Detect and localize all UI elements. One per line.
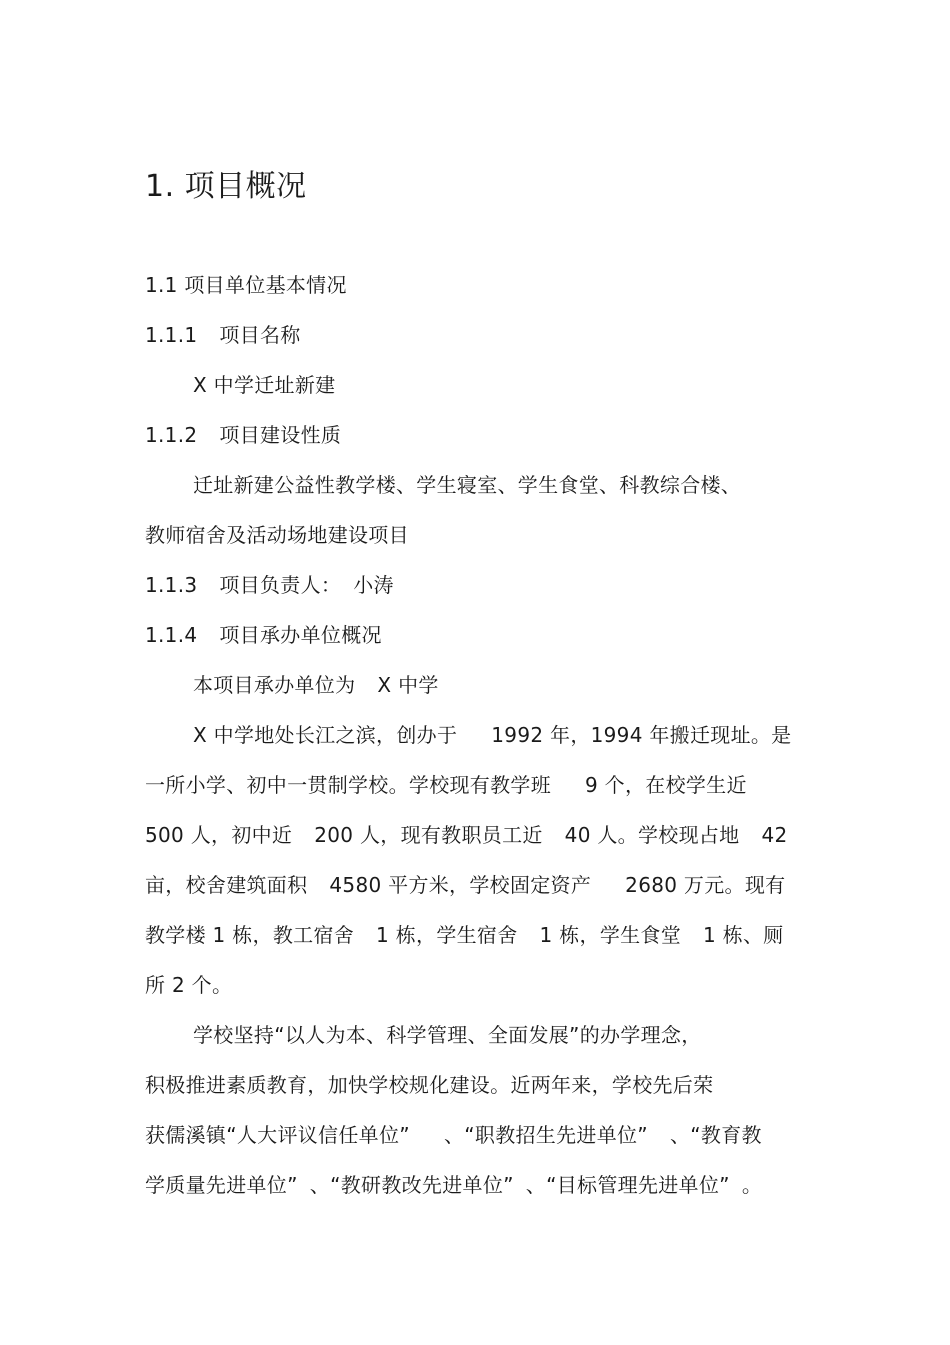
- item-number: 1.1.4: [145, 623, 198, 647]
- item-number: 1.1.3: [145, 573, 198, 597]
- item-number: 1.1.2: [145, 423, 198, 447]
- item-heading-leader: [145, 572, 394, 598]
- paragraph-line: [145, 872, 785, 898]
- item-title: 项目名称: [219, 323, 301, 347]
- text-run: 1 栋，学生食堂: [539, 923, 682, 947]
- paragraph-line: [145, 822, 788, 848]
- text-run: X 中学: [377, 673, 439, 697]
- paragraph-line: [145, 1122, 762, 1148]
- text-run: X 中学地处长江之滨，创办于: [193, 723, 458, 747]
- leader-name: 小涛: [353, 573, 394, 597]
- text-run: 200 人，现有教职员工近: [314, 823, 543, 847]
- item-title: 项目负责人：: [219, 573, 342, 597]
- text-run: 1992 年，1994 年搬迁现址。是: [491, 723, 792, 747]
- text-run: 40 人。学校现占地: [564, 823, 740, 847]
- text-run: 、“教研教改先进单位”: [309, 1173, 514, 1197]
- paragraph-line: [145, 922, 784, 948]
- item-heading-nature: [145, 422, 341, 448]
- paragraph-line: 教师宿舍及活动场地建设项目: [145, 523, 409, 547]
- paragraph-line: [145, 1172, 762, 1198]
- paragraph-line: [193, 672, 439, 698]
- text-run: 9 个，在校学生近: [585, 773, 747, 797]
- text-run: 。: [741, 1173, 763, 1197]
- text-run: 亩，校舍建筑面积: [145, 873, 308, 897]
- paragraph-line: 所 2 个。: [145, 973, 233, 997]
- text-run: 500 人，初中近: [145, 823, 293, 847]
- text-run: 本项目承办单位为: [193, 673, 356, 697]
- item-number: 1.1.1: [145, 323, 198, 347]
- text-run: 教学楼 1 栋，教工宿舍: [145, 923, 355, 947]
- text-run: 一所小学、初中一贯制学校。学校现有教学班: [145, 773, 551, 797]
- item-heading-organizer: [145, 622, 382, 648]
- text-run: 2680 万元。现有: [625, 873, 786, 897]
- text-run: 1 栋、厕: [703, 923, 784, 947]
- paragraph-line: 积极推进素质教育，加快学校规化建设。近两年来，学校先后荣: [145, 1073, 714, 1097]
- paragraph-line: 迁址新建公益性教学楼、学生寝室、学生食堂、科教综合楼、: [193, 473, 742, 497]
- subsection-heading: 1.1 项目单位基本情况: [145, 273, 347, 297]
- text-run: 1 栋，学生宿舍: [376, 923, 518, 947]
- paragraph-line: [145, 772, 747, 798]
- text-run: 、“目标管理先进单位”: [525, 1173, 730, 1197]
- text-run: 4580 平方米，学校固定资产: [329, 873, 592, 897]
- paragraph-line: 学校坚持“以人为本、科学管理、全面发展”的办学理念，: [193, 1023, 702, 1047]
- section-heading: 1. 项目概况: [145, 169, 307, 204]
- item-title: 项目建设性质: [219, 423, 342, 447]
- text-run: 、“教育教: [669, 1123, 762, 1147]
- item-heading-name: [145, 322, 301, 348]
- project-name-text: X 中学迁址新建: [193, 373, 336, 397]
- text-run: 42: [761, 823, 788, 847]
- text-run: 获儒溪镇“人大评议信任单位”: [145, 1123, 410, 1147]
- item-title: 项目承办单位概况: [219, 623, 382, 647]
- text-run: 、“职教招生先进单位”: [443, 1123, 648, 1147]
- paragraph-line: [193, 722, 791, 748]
- text-run: 学质量先进单位”: [145, 1173, 298, 1197]
